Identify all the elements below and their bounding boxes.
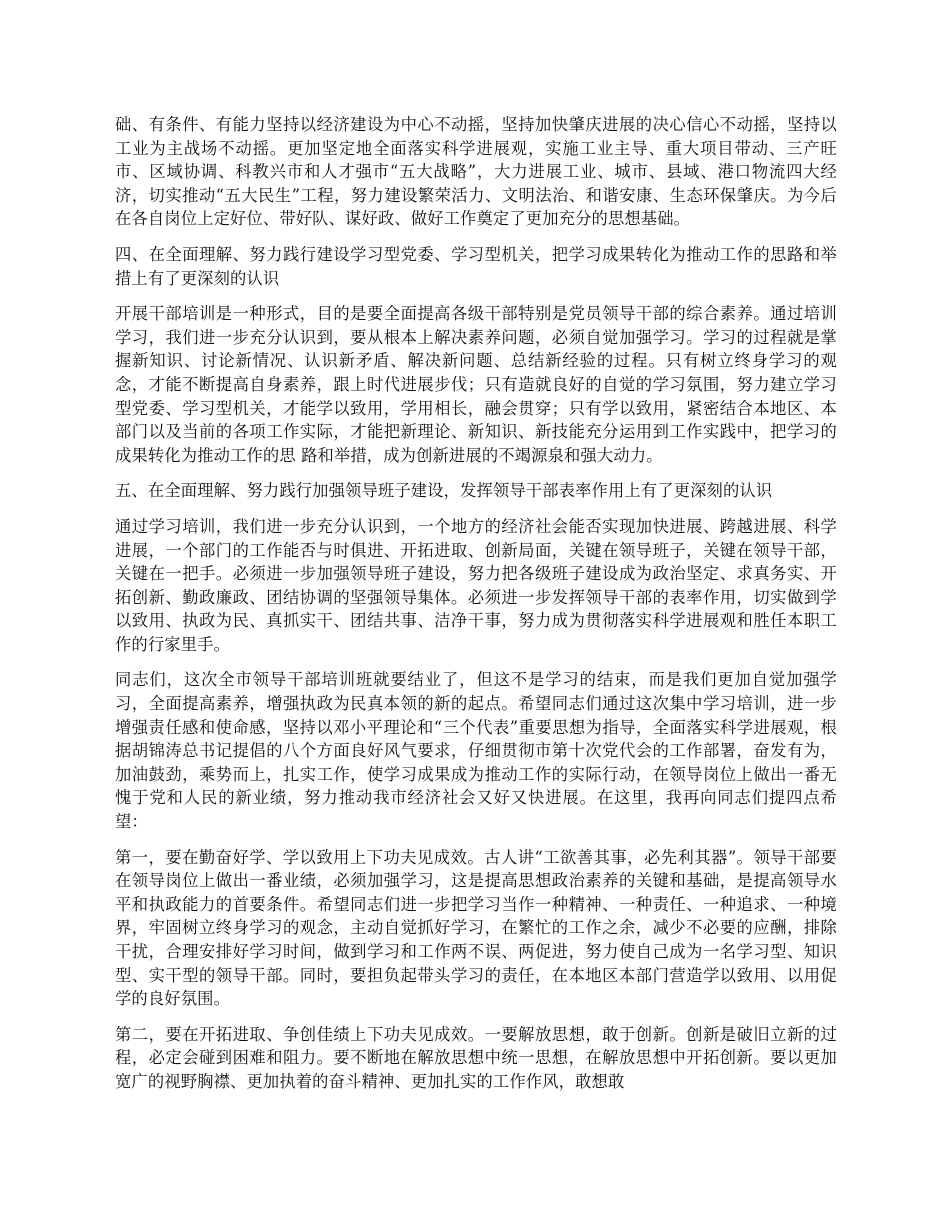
paragraph-hope-one: 第一，要在勤奋好学、学以致用上下功夫见成效。古人讲“工欲善其事，必先利其器”。领导干部要在领导岗位上做出一番业绩，必须加强学习，这是提高思想政治素养的关键和基础，是提高领导水平和执政能力的首要条件。希望同志们进一步把学习当作一种精神、一种责任、一种追求、一种境界，牢固树立终身学习的观念，主动自觉抓好学习，在繁忙的工作之余，减少不必要的应酬，排除干扰，合理安排好学习时间，做到学习和工作两不误、两促进，努力使自己成为一名学习型、知识型、实干型的领导干部。同时，要担负起带头学习的责任，在本地区本部门营造学以致用、以用促学的良好氛围。 (115, 847, 837, 1009)
paragraph-hope-two: 第二，要在开拓进取、争创佳绩上下功夫见成效。一要解放思想，敢于创新。创新是破旧立新的过程，必定会碰到困难和阻力。要不断地在解放思想中统一思想，在解放思想中开拓创新。要以更加宽广的视野胸襟、更加执着的奋斗精神、更加扎实的工作作风，敢想敢 (115, 1024, 837, 1091)
paragraph-leadership-building: 通过学习培训，我们进一步充分认识到，一个地方的经济社会能否实现加快进展、跨越进展、科学进展，一个部门的工作能否与时俱进、开拓进取、创新局面，关键在领导班子，关键在领导干部，关键在一把手。必须进一步加强领导班子建设，努力把各级班子建设成为政治坚定、求真务实、开拓创新、勤政廉政、团结协调的坚强领导集体。必须进一步发挥领导干部的表率作用，切实做到学以致用、执政为民、真抓实干、团结共事、洁净干事，努力成为贯彻落实科学进展观和胜任本职工作的行家里手。 (115, 516, 837, 654)
paragraph-intro-continuation: 础、有条件、有能力坚持以经济建设为中心不动摇，坚持加快肇庆进展的决心信心不动摇，坚持以工业为主战场不动摇。更加坚定地全面落实科学进展观，实施工业主导、重大项目带动、三产旺市、区域协调、科教兴市和人才强市“五大战略”，大力进展工业、城市、县域、港口物流四大经济，切实推动“五大民生”工程，努力建设繁荣活力、文明法治、和谐安康、生态环保肇庆。为今后在各自岗位上定好位、带好队、谋好政、做好工作奠定了更加充分的思想基础。 (115, 115, 837, 229)
document-page (115, 113, 837, 1106)
section-heading-four: 四、在全面理解、努力践行建设学习型党委、学习型机关，把学习成果转化为推动工作的思路和举措上有了更深刻的认识 (115, 244, 837, 288)
paragraph-closing-remarks: 同志们，这次全市领导干部培训班就要结业了，但这不是学习的结束，而是我们更加自觉加强学习，全面提高素养，增强执政为民真本领的新的起点。希望同志们通过这次集中学习培训，进一步增强责任感和使命感，坚持以邓小平理论和“三个代表”重要思想为指导，全面落实科学进展观，根据胡锦涛总书记提倡的八个方面良好风气要求，仔细贯彻市第十次党代会的工作部署，奋发有为，加油鼓劲，乘势而上，扎实工作，使学习成果成为推动工作的实际行动，在领导岗位上做出一番无愧于党和人民的新业绩，努力推动我市经济社会又好又快进展。在这里，我再向同志们提四点希望： (115, 670, 837, 832)
paragraph-cadre-training: 开展干部培训是一种形式，目的是要全面提高各级干部特别是党员领导干部的综合素养。通过培训学习，我们进一步充分认识到，要从根本上解决素养问题，必须自觉加强学习。学习的过程就是掌握新知识、讨论新情况、认识新矛盾、解决新问题、总结新经验的过程。只有树立终身学习的观念，才能不断提高自身素养，跟上时代进展步伐；只有造就良好的自觉的学习氛围，努力建立学习型党委、学习型机关，才能学以致用，学用相长，融会贯穿；只有学以致用，紧密结合本地区、本部门以及当前的各项工作实际，才能把新理论、新知识、新技能充分运用到工作实践中，把学习的成果转化为推动工作的思 路和举措，成为创新进展的不竭源泉和强大动力。 (115, 304, 837, 465)
section-heading-five: 五、在全面理解、努力践行加强领导班子建设，发挥领导干部表率作用上有了更深刻的认识 (115, 481, 773, 501)
